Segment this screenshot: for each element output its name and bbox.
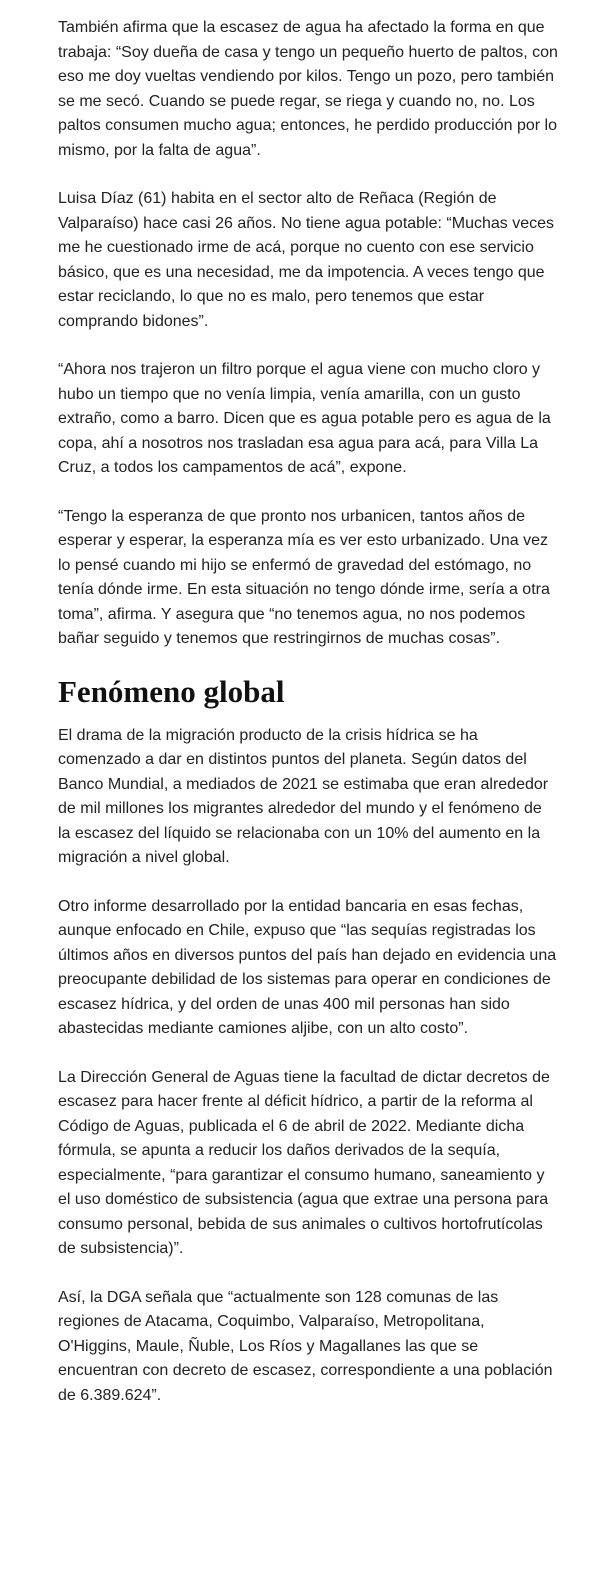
- paragraph-banco-mundial: El drama de la migración producto de la crisis hídrica se ha comenzado a dar en distintos puntos del planeta. Según datos del Banco Mundial, a mediados de 2021 se estimaba que eran alrededor de mil millones los migrantes alrededor del mundo y el fenómeno de la escasez del líquido se relacionaba con un 10% del aumento en la migración a nivel global.: [58, 726, 549, 866]
- paragraph-luisa-diaz: Luisa Díaz (61) habita en el sector alto de Reñaca (Región de Valparaíso) hace casi 26 años. No tiene agua potable: “Muchas veces me he cuestionado irme de acá, porque no cuento con ese servicio básico, que es una necesidad, me da impotencia. A veces tengo que estar reciclando, lo que no es malo, pero tenemos que estar comprando bidones”.: [58, 190, 554, 330]
- paragraph-esperanza-urbanizacion: “Tengo la esperanza de que pronto nos urbanicen, tantos años de esperar y esperar, la esperanza mía es ver esto urbanizado. Una vez lo pensé cuando mi hijo se enfermó de gravedad del estómago, no tenía dónde irme. En esta situación no tengo dónde irme, sería a otra toma”, afirma. Y asegura que “no tenemos agua, no nos podemos bañar seguido y tenemos que restringirnos de muchas cosas”.: [58, 507, 550, 647]
- paragraph-huerto-paltos: También afirma que la escasez de agua ha afectado la forma en que trabaja: “Soy dueña de casa y tengo un pequeño huerto de paltos, con eso me doy vueltas vendiendo por kilos. Tengo un pozo, pero también se me secó. Cuando se puede regar, se riega y cuando no, no. Los paltos consumen mucho agua; entonces, he perdido producción por lo mismo, por la falta de agua”.: [58, 19, 558, 159]
- paragraph-filtro-agua: “Ahora nos trajeron un filtro porque el agua viene con mucho cloro y hubo un tiempo que no venía limpia, venía amarilla, con un gusto extraño, como a barro. Dicen que es agua potable pero es agua de la copa, ahí a nosotros nos trasladan esa agua para acá, para Villa La Cruz, a todos los campamentos de acá”, expone.: [58, 361, 551, 476]
- paragraph-dga-comunas: Así, la DGA señala que “actualmente son 128 comunas de las regiones de Atacama, Coquimbo, Valparaíso, Metropolitana, O'Higgins, Maule, Ñuble, Los Ríos y Magallanes las que se encuentran con decreto de escasez, correspondiente a una población de 6.389.624”.: [58, 1288, 553, 1404]
- section-heading: Fenómeno global: [58, 673, 285, 709]
- paragraph-direccion-general-aguas: La Dirección General de Aguas tiene la facultad de dictar decretos de escasez para hacer frente al déficit hídrico, a partir de la reforma al Código de Aguas, publicada el 6 de abril de 2022. Mediante dicha fórmula, se apunta a reducir los daños derivados de la sequía, especialmente, “para garantizar el consumo humano, saneamiento y el uso doméstico de subsistencia (agua que extrae una persona para consumo personal, bebida de sus animales o cultivos hortofrutícolas de subsistencia)”.: [58, 1068, 550, 1257]
- article-body: [58, 16, 558, 1432]
- paragraph-informe-chile: Otro informe desarrollado por la entidad bancaria en esas fechas, aunque enfocado en Chile, expuso que “las sequías registradas los últimos años en diversos puntos del país han dejado en evidencia una preocupante debilidad de los sistemas para operar en condiciones de escasez hídrica, y del orden de unas 400 mil personas han sido abastecidas mediante camiones aljibe, con un alto costo”.: [58, 897, 557, 1037]
